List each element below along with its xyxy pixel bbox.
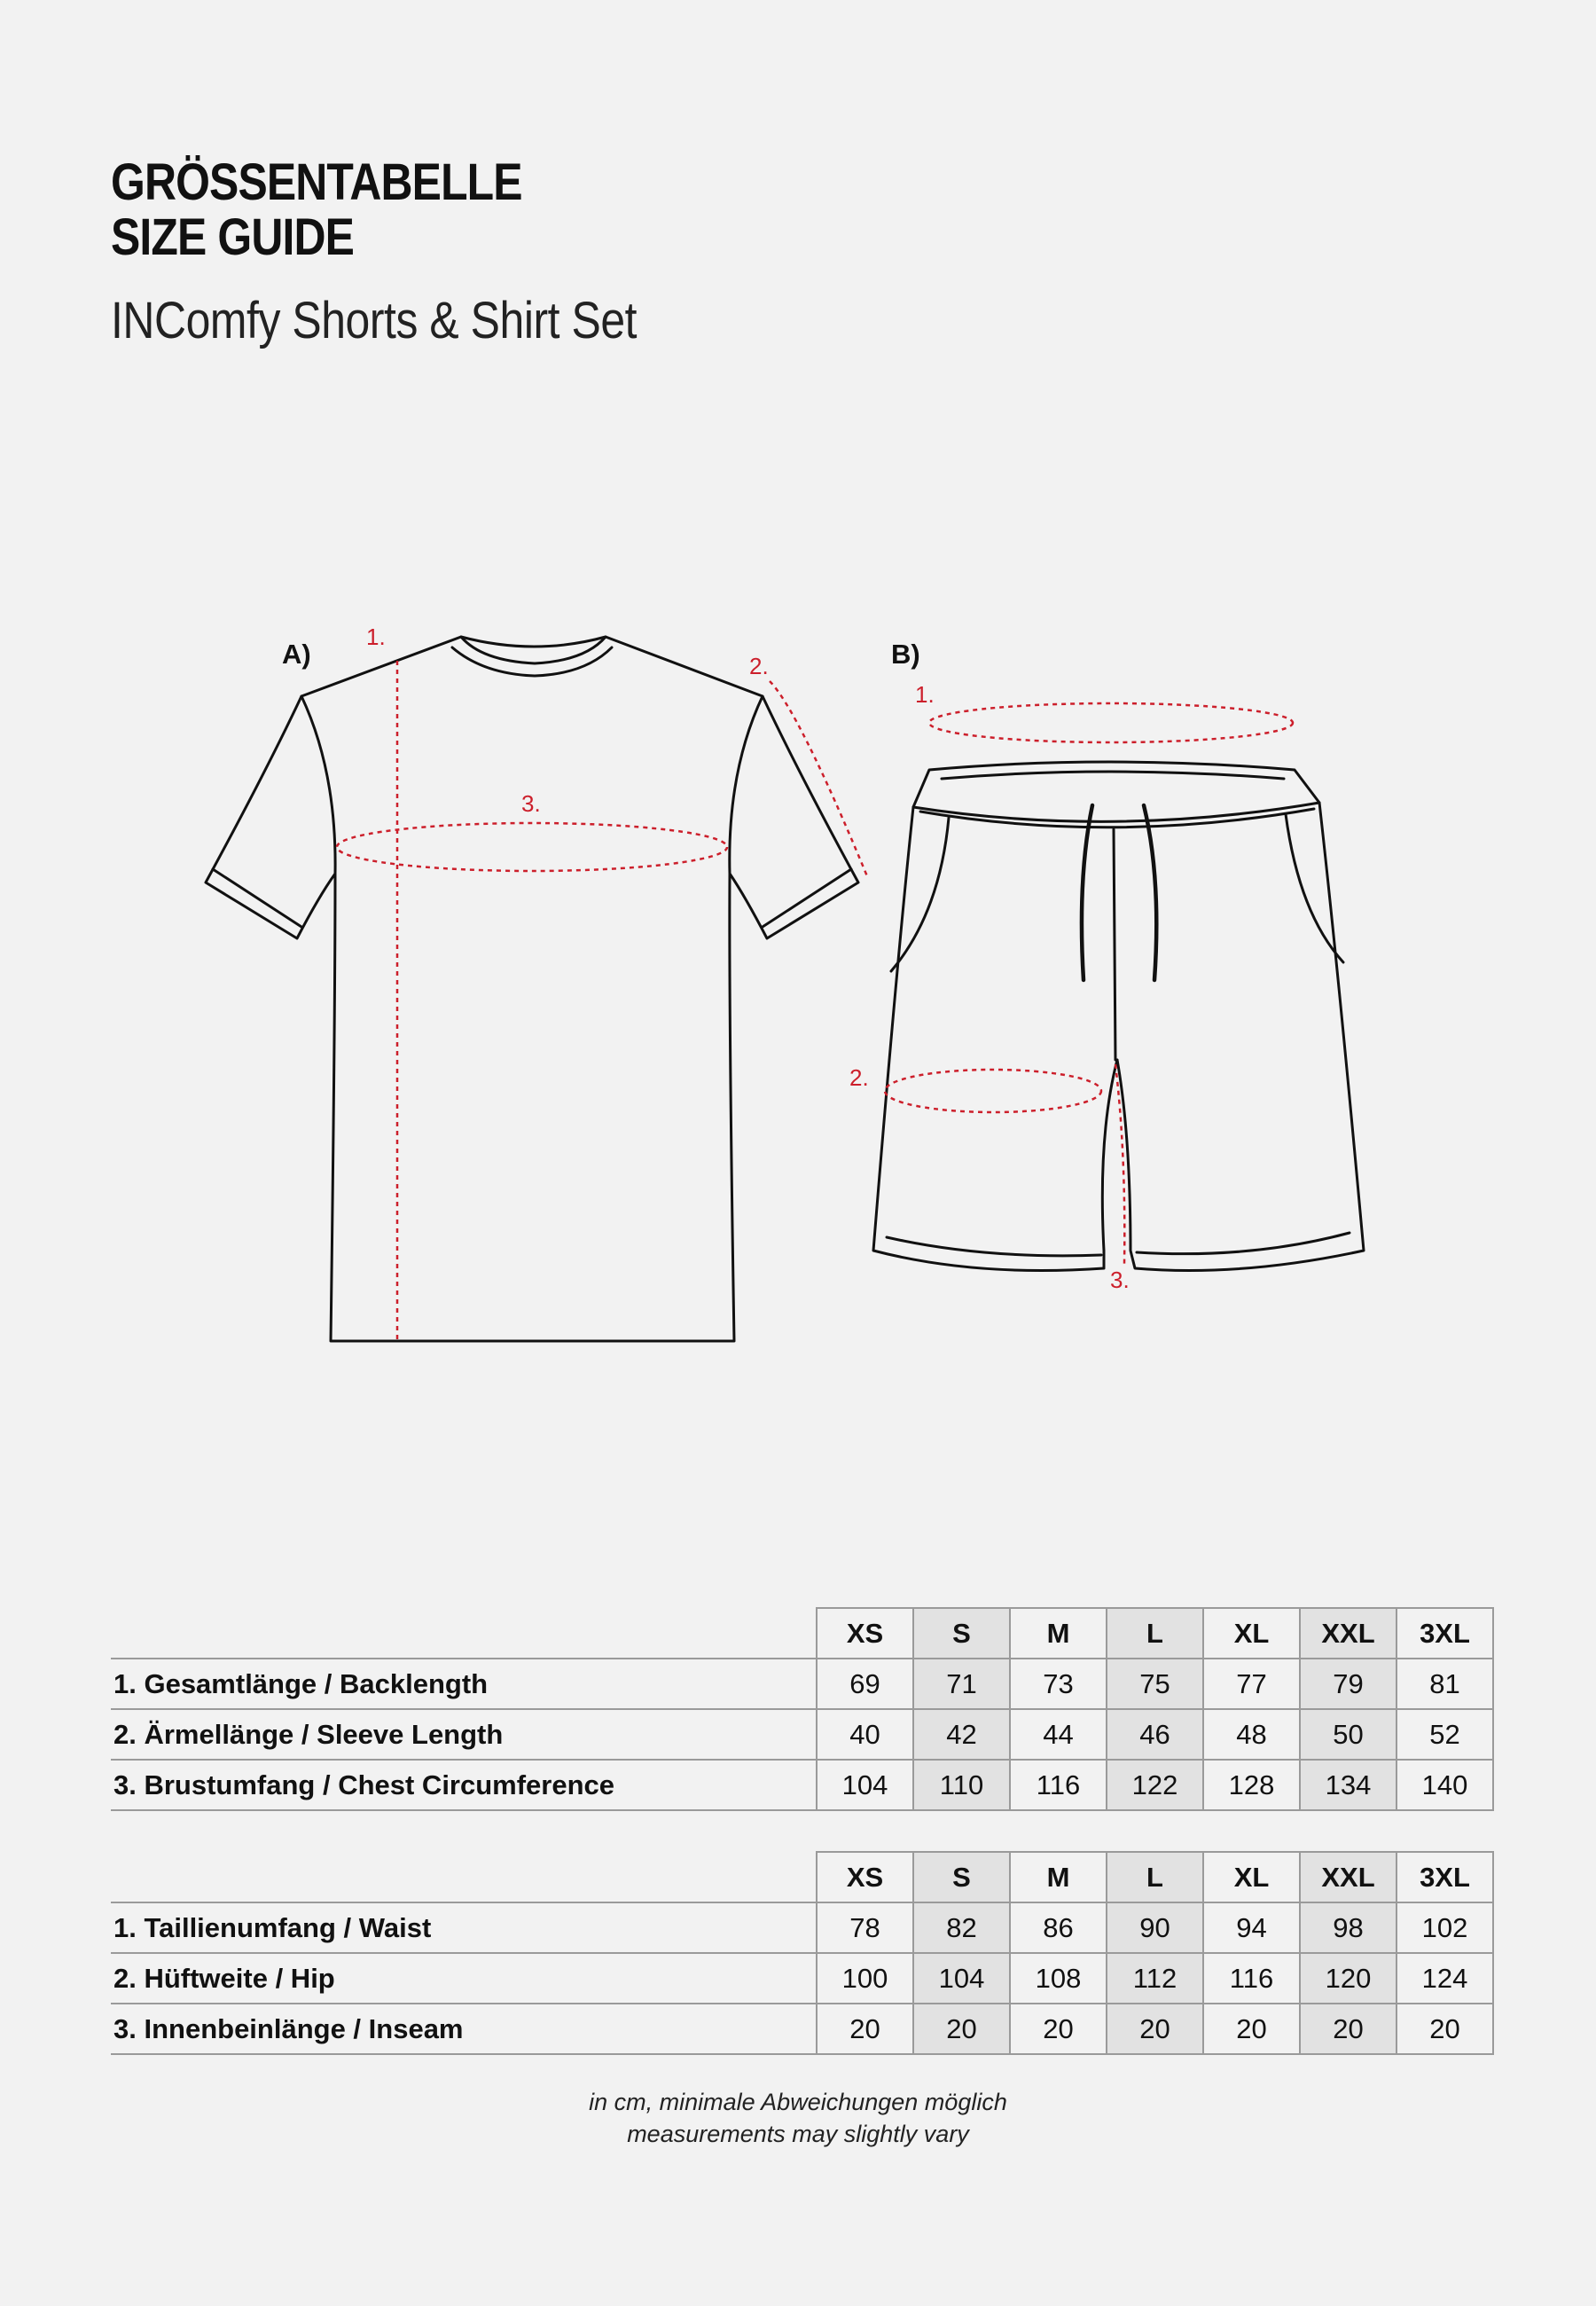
- table-cell: 110: [913, 1760, 1010, 1810]
- size-header: XXL: [1300, 1852, 1396, 1902]
- table-cell: 20: [1107, 2004, 1203, 2054]
- table-cell: 77: [1203, 1659, 1300, 1709]
- shorts-drawstring: [1082, 805, 1156, 980]
- table-cell: 20: [913, 2004, 1010, 2054]
- shirt-drawing: [206, 637, 858, 1341]
- size-header-row: [111, 1852, 1493, 1902]
- table-cell: 81: [1396, 1659, 1493, 1709]
- table-cell: 75: [1107, 1659, 1203, 1709]
- size-header-row: [111, 1608, 1493, 1659]
- table-cell: 116: [1203, 1953, 1300, 2004]
- table-cell: 124: [1396, 1953, 1493, 2004]
- size-header: XL: [1203, 1852, 1300, 1902]
- shorts-drawing: [873, 762, 1364, 1271]
- table-cell: 40: [817, 1709, 913, 1760]
- table-cell: 98: [1300, 1902, 1396, 1953]
- table-cell: 94: [1203, 1902, 1300, 1953]
- table-cell: 50: [1300, 1709, 1396, 1760]
- table-cell: 104: [817, 1760, 913, 1810]
- shorts-marker-2: 2.: [849, 1064, 869, 1091]
- table-cell: 52: [1396, 1709, 1493, 1760]
- size-header: L: [1107, 1852, 1203, 1902]
- shorts-size-table: [111, 1851, 1494, 2055]
- title-german: GRÖSSENTABELLE: [111, 153, 522, 211]
- shirt-measure-lines: [337, 661, 867, 1341]
- table-cell: 116: [1010, 1760, 1107, 1810]
- table-cell: 71: [913, 1659, 1010, 1709]
- title-english: SIZE GUIDE: [111, 208, 355, 266]
- shirt-marker-3: 3.: [521, 790, 541, 817]
- shirt-size-table: [111, 1607, 1494, 1811]
- table-cell: 20: [1203, 2004, 1300, 2054]
- table-cell: 140: [1396, 1760, 1493, 1810]
- table-cell: 104: [913, 1953, 1010, 2004]
- table-row: [111, 1709, 1493, 1760]
- footnote-english: measurements may slightly vary: [627, 2121, 969, 2147]
- size-header: XL: [1203, 1608, 1300, 1659]
- table-cell: 69: [817, 1659, 913, 1709]
- table-cell: 128: [1203, 1760, 1300, 1810]
- table-cell: 120: [1300, 1953, 1396, 2004]
- size-header: M: [1010, 1608, 1107, 1659]
- table-cell: 20: [1300, 2004, 1396, 2054]
- table-cell: 20: [817, 2004, 913, 2054]
- product-name: INComfy Shorts & Shirt Set: [111, 292, 638, 349]
- size-header: L: [1107, 1608, 1203, 1659]
- table-row: [111, 1953, 1493, 2004]
- table-cell: 42: [913, 1709, 1010, 1760]
- shirt-marker-2: 2.: [749, 653, 769, 679]
- table-cell: 20: [1396, 2004, 1493, 2054]
- table-row: [111, 1659, 1493, 1709]
- row-label: 1. Gesamtlänge / Backlength: [111, 1659, 817, 1709]
- table-cell: 48: [1203, 1709, 1300, 1760]
- table-cell: 112: [1107, 1953, 1203, 2004]
- shorts-marker-1: 1.: [915, 681, 935, 708]
- table-cell: 102: [1396, 1902, 1493, 1953]
- row-label: 3. Innenbeinlänge / Inseam: [111, 2004, 817, 2054]
- table-cell: 78: [817, 1902, 913, 1953]
- table-cell: 90: [1107, 1902, 1203, 1953]
- table-cell: 100: [817, 1953, 913, 2004]
- size-header: 3XL: [1396, 1608, 1493, 1659]
- table-cell: 79: [1300, 1659, 1396, 1709]
- size-header: XXL: [1300, 1608, 1396, 1659]
- table-row: [111, 1760, 1493, 1810]
- size-header: XS: [817, 1852, 913, 1902]
- shirt-label: A): [282, 639, 311, 670]
- table-row: [111, 1902, 1493, 1953]
- shirt-marker-1: 1.: [366, 624, 386, 650]
- table-cell: 122: [1107, 1760, 1203, 1810]
- table-cell: 108: [1010, 1953, 1107, 2004]
- row-label: 2. Hüftweite / Hip: [111, 1953, 817, 2004]
- size-header: S: [913, 1608, 1010, 1659]
- row-label: 1. Taillienumfang / Waist: [111, 1902, 817, 1953]
- table-cell: 73: [1010, 1659, 1107, 1709]
- size-header: XS: [817, 1608, 913, 1659]
- size-header: S: [913, 1852, 1010, 1902]
- table-row: [111, 2004, 1493, 2054]
- table-cell: 82: [913, 1902, 1010, 1953]
- footnote: [0, 2086, 1596, 2150]
- table-cell: 134: [1300, 1760, 1396, 1810]
- table-cell: 86: [1010, 1902, 1107, 1953]
- row-label: 2. Ärmellänge / Sleeve Length: [111, 1709, 817, 1760]
- shorts-label: B): [891, 639, 920, 670]
- size-header: M: [1010, 1852, 1107, 1902]
- table-cell: 20: [1010, 2004, 1107, 2054]
- row-label: 3. Brustumfang / Chest Circumference: [111, 1760, 817, 1810]
- shorts-marker-3: 3.: [1110, 1267, 1130, 1293]
- table-cell: 46: [1107, 1709, 1203, 1760]
- footnote-german: in cm, minimale Abweichungen möglich: [589, 2089, 1007, 2115]
- size-header: 3XL: [1396, 1852, 1493, 1902]
- table-cell: 44: [1010, 1709, 1107, 1760]
- shorts-measure-lines: [885, 703, 1293, 1264]
